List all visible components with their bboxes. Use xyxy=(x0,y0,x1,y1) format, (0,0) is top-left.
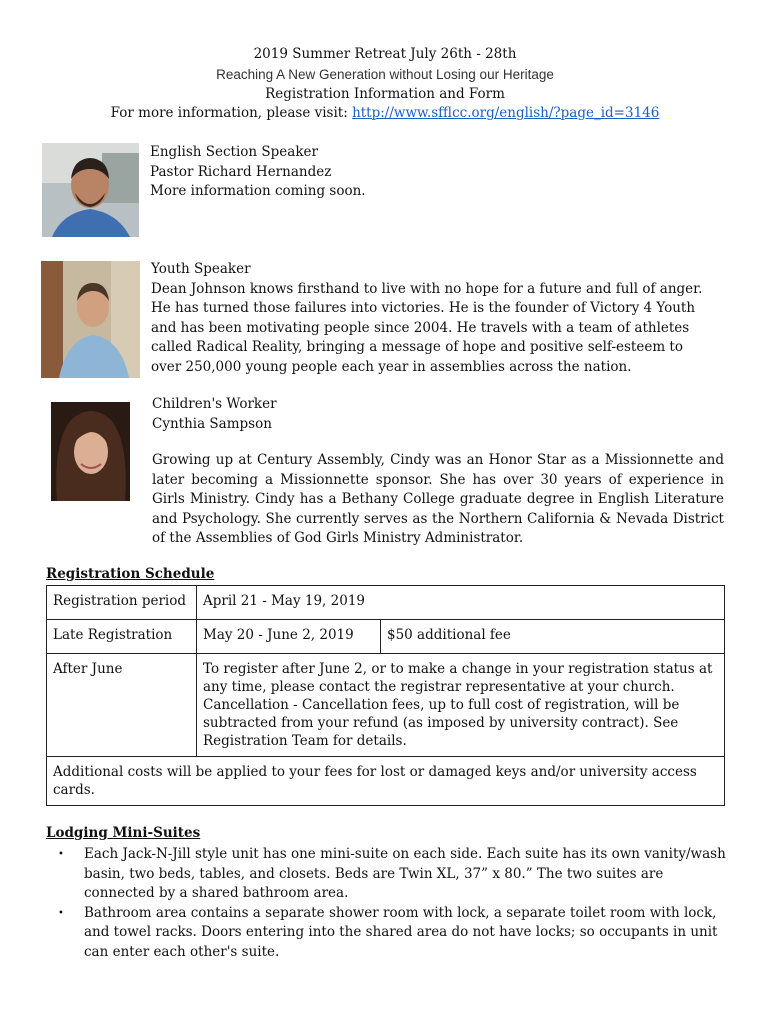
registration-schedule-title: Registration Schedule xyxy=(46,566,215,582)
table-row xyxy=(47,620,725,654)
speaker-photo-richard xyxy=(42,143,139,237)
info-line xyxy=(0,105,770,121)
bullet-icon: • xyxy=(58,849,64,860)
youth-speaker-text: Dean Johnson knows firsthand to live with no hope for a future and full of anger. He has turned those failures into victories. He is the founder of Victory 4 Youth and has been motivating people since 2004. He travels with a team of athletes called Radical Reality, bringing a message of hope and positive self-esteem to over 250,000 young people each year in assemblies across the nation. xyxy=(151,280,703,375)
registration-schedule-table xyxy=(46,585,725,806)
children-worker-text: Growing up at Century Assembly, Cindy was an Honor Star as a Missionnette and later becoming a Missionnette sponsor. She has over 30 years of experience in Girls Ministry. Cindy has a Bethany College graduate degree in English Literature and Psychology. She currently serves as the Northern California & Nevada District of the Assemblies of God Girls Ministry Administrator. xyxy=(152,452,724,546)
list-item-text: Bathroom area contains a separate shower room with lock, a separate toilet room with lock, and towel racks. Doors entering into the shared area do not have locks; so occupants in unit can enter each other's suite. xyxy=(84,904,718,960)
row-extra: $50 additional fee xyxy=(381,620,725,654)
table-row xyxy=(47,654,725,757)
row-label: Registration period xyxy=(47,586,197,620)
children-worker-role: Children's Worker xyxy=(152,396,277,412)
table-row xyxy=(47,757,725,806)
row-value: May 20 - June 2, 2019 xyxy=(197,620,381,654)
lodging-list xyxy=(58,845,728,962)
row-value: To register after June 2, or to make a change in your registration status at any time, please contact the registrar representative at your church. Cancellation - Cancellation fees, up to full cost of registration, will be subtracted from your refund (as imposed by university contract). See Registration Team for details. xyxy=(197,654,725,757)
youth-speaker-block xyxy=(151,260,713,377)
english-speaker-block xyxy=(150,143,730,202)
youth-speaker-role: Youth Speaker xyxy=(151,261,251,277)
speaker-photo-cynthia xyxy=(51,402,130,501)
info-link[interactable]: http://www.sfflcc.org/english/?page_id=3146 xyxy=(352,105,660,121)
speaker-photo-dean xyxy=(41,261,140,378)
list-item xyxy=(58,904,728,963)
children-worker-name: Cynthia Sampson xyxy=(152,415,272,432)
schedule-note: Additional costs will be applied to your fees for lost or damaged keys and/or university access cards. xyxy=(47,757,725,806)
english-speaker-role: English Section Speaker xyxy=(150,144,318,160)
form-title: Registration Information and Form xyxy=(265,86,505,102)
row-label: After June xyxy=(47,654,197,757)
english-speaker-text: More information coming soon. xyxy=(150,183,366,199)
list-item xyxy=(58,845,728,904)
info-prefix: For more information, please visit: xyxy=(110,105,353,121)
bullet-icon: • xyxy=(58,907,64,919)
table-row xyxy=(47,586,725,620)
lodging-title: Lodging Mini-Suites xyxy=(46,825,201,841)
row-value: April 21 - May 19, 2019 xyxy=(197,586,725,620)
row-label: Late Registration xyxy=(47,620,197,654)
children-worker-block xyxy=(152,395,724,549)
list-item-text: Each Jack-N-Jill style unit has one mini-suite on each side. Each suite has its own vanity/wash basin, two beds, tables, and closets. Beds are Twin XL, 37” x 80.” The two suites are connected by a shared bathroom area. xyxy=(84,846,726,901)
document-subtitle: Reaching A New Generation without Losing our Heritage xyxy=(216,67,554,82)
english-speaker-name: Pastor Richard Hernandez xyxy=(150,163,332,180)
document-title: 2019 Summer Retreat July 26th - 28th xyxy=(253,46,517,62)
